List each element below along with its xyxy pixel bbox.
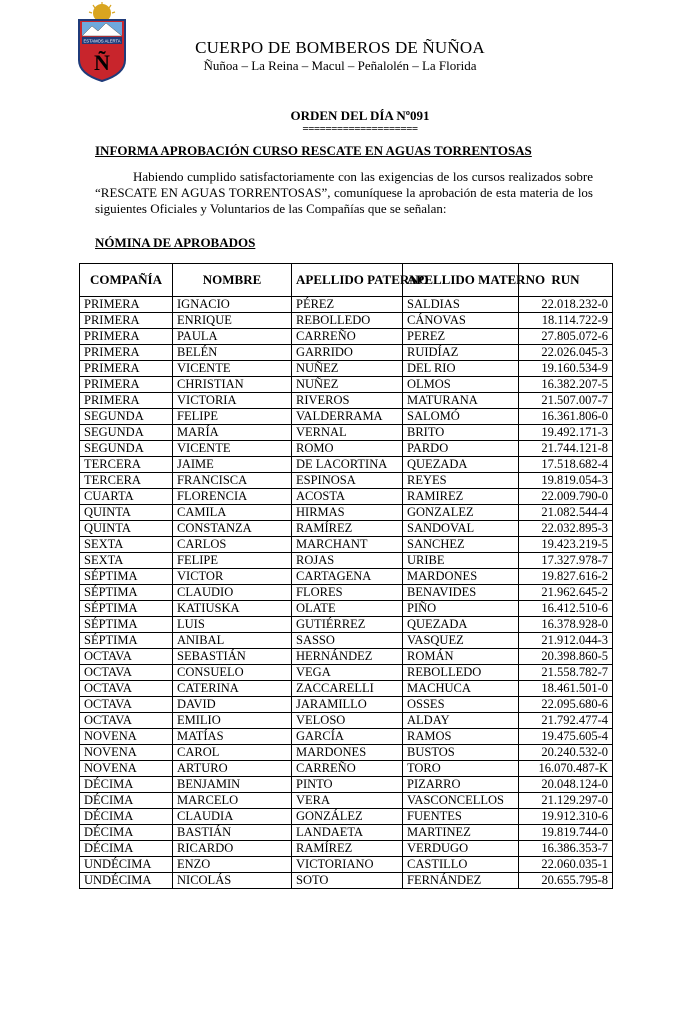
cell-company: SEGUNDA [80,409,173,425]
cell-maternal-surname: MACHUCA [403,681,519,697]
cell-name: MARCELO [173,793,292,809]
cell-maternal-surname: RAMIREZ [403,489,519,505]
cell-paternal-surname: RAMÍREZ [292,521,403,537]
table-row [80,809,613,825]
cell-paternal-surname: ROJAS [292,553,403,569]
cell-company: SÉPTIMA [80,601,173,617]
cell-maternal-surname: RUIDÍAZ [403,345,519,361]
cell-paternal-surname: MARDONES [292,745,403,761]
cell-maternal-surname: SANCHEZ [403,537,519,553]
cell-paternal-surname: JARAMILLO [292,697,403,713]
table-row [80,505,613,521]
cell-run: 21.558.782-7 [519,665,613,681]
cell-paternal-surname: GUTIÉRREZ [292,617,403,633]
col-header-paternal-surname: APELLIDO PATERNO [292,264,403,297]
cell-paternal-surname: NUÑEZ [292,361,403,377]
cell-maternal-surname: PEREZ [403,329,519,345]
cell-maternal-surname: FUENTES [403,809,519,825]
col-header-name: NOMBRE [173,264,292,297]
table-row [80,649,613,665]
cell-run: 22.026.045-3 [519,345,613,361]
cell-name: CATERINA [173,681,292,697]
cell-paternal-surname: VELOSO [292,713,403,729]
cell-name: BELÉN [173,345,292,361]
cell-name: SEBASTIÁN [173,649,292,665]
cell-company: SEXTA [80,537,173,553]
cell-company: CUARTA [80,489,173,505]
cell-name: BASTIÁN [173,825,292,841]
cell-paternal-surname: PÉREZ [292,297,403,313]
cell-name: VICENTE [173,441,292,457]
table-row [80,585,613,601]
table-row [80,345,613,361]
cell-run: 16.378.928-0 [519,617,613,633]
cell-maternal-surname: RAMOS [403,729,519,745]
cell-company: PRIMERA [80,297,173,313]
cell-maternal-surname: PIZARRO [403,777,519,793]
cell-paternal-surname: HERNÁNDEZ [292,649,403,665]
cell-maternal-surname: BRITO [403,425,519,441]
institution-communes: Ñuñoa – La Reina – Macul – Peñalolén – La Florida [203,58,477,73]
cell-company: SÉPTIMA [80,585,173,601]
cell-paternal-surname: GONZÁLEZ [292,809,403,825]
table-row [80,393,613,409]
cell-paternal-surname: SOTO [292,873,403,889]
table-row [80,409,613,425]
table-row [80,297,613,313]
cell-paternal-surname: FLORES [292,585,403,601]
cell-run: 16.361.806-0 [519,409,613,425]
cell-run: 27.805.072-6 [519,329,613,345]
cell-run: 17.518.682-4 [519,457,613,473]
cell-company: QUINTA [80,521,173,537]
cell-company: PRIMERA [80,329,173,345]
cell-paternal-surname: MARCHANT [292,537,403,553]
cell-maternal-surname: OSSES [403,697,519,713]
cell-company: OCTAVA [80,649,173,665]
cell-company: DÉCIMA [80,825,173,841]
cell-maternal-surname: DEL RIO [403,361,519,377]
cell-name: MARÍA [173,425,292,441]
cell-paternal-surname: VICTORIANO [292,857,403,873]
table-row [80,569,613,585]
table-row [80,729,613,745]
table-row [80,665,613,681]
cell-paternal-surname: CARTAGENA [292,569,403,585]
cell-maternal-surname: BENAVIDES [403,585,519,601]
table-row [80,681,613,697]
cell-name: ARTURO [173,761,292,777]
cell-name: NICOLÁS [173,873,292,889]
cell-paternal-surname: CARREÑO [292,329,403,345]
table-row [80,857,613,873]
table-row [80,873,613,889]
table-row [80,713,613,729]
cell-maternal-surname: VASCONCELLOS [403,793,519,809]
table-header-row [80,264,613,297]
cell-maternal-surname: URIBE [403,553,519,569]
cell-name: CONSUELO [173,665,292,681]
cell-name: VICTORIA [173,393,292,409]
cell-run: 21.792.477-4 [519,713,613,729]
cell-name: RICARDO [173,841,292,857]
cell-company: SEGUNDA [80,425,173,441]
approved-roster-table [79,263,613,889]
cell-run: 20.240.532-0 [519,745,613,761]
cell-maternal-surname: MATURANA [403,393,519,409]
cell-run: 19.423.219-5 [519,537,613,553]
cell-run: 16.412.510-6 [519,601,613,617]
cell-paternal-surname: VERA [292,793,403,809]
crest-motto: ESTAMOS ALERTA [83,38,121,44]
cell-paternal-surname: VEGA [292,665,403,681]
cell-run: 19.475.605-4 [519,729,613,745]
col-header-maternal-surname: APELLIDO MATERNO [403,264,519,297]
cell-paternal-surname: GARRIDO [292,345,403,361]
cell-paternal-surname: VERNAL [292,425,403,441]
crest-letter: Ñ [94,50,110,75]
cell-company: OCTAVA [80,697,173,713]
cell-company: NOVENA [80,745,173,761]
order-title-rule: ==================== [302,123,418,135]
cell-company: SEXTA [80,553,173,569]
cell-company: OCTAVA [80,681,173,697]
table-row [80,793,613,809]
cell-name: VICTOR [173,569,292,585]
cell-name: FELIPE [173,409,292,425]
cell-run: 21.082.544-4 [519,505,613,521]
cell-run: 17.327.978-7 [519,553,613,569]
cell-paternal-surname: REBOLLEDO [292,313,403,329]
cell-maternal-surname: CASTILLO [403,857,519,873]
cell-company: DÉCIMA [80,809,173,825]
cell-company: NOVENA [80,761,173,777]
table-row [80,457,613,473]
cell-maternal-surname: TORO [403,761,519,777]
cell-name: FRANCISCA [173,473,292,489]
table-row [80,777,613,793]
cell-company: PRIMERA [80,313,173,329]
cell-maternal-surname: SALOMÓ [403,409,519,425]
fire-department-crest-icon [76,2,128,82]
cell-name: CAROL [173,745,292,761]
cell-company: TERCERA [80,457,173,473]
table-row [80,825,613,841]
cell-company: PRIMERA [80,377,173,393]
table-row [80,601,613,617]
cell-name: PAULA [173,329,292,345]
cell-run: 22.009.790-0 [519,489,613,505]
cell-maternal-surname: ALDAY [403,713,519,729]
cell-company: PRIMERA [80,361,173,377]
cell-run: 21.744.121-8 [519,441,613,457]
table-row [80,313,613,329]
cell-maternal-surname: PARDO [403,441,519,457]
cell-run: 22.060.035-1 [519,857,613,873]
approved-list-heading: NÓMINA DE APROBADOS [95,235,256,250]
cell-company: DÉCIMA [80,841,173,857]
cell-company: SEGUNDA [80,441,173,457]
cell-name: LUIS [173,617,292,633]
cell-paternal-surname: LANDAETA [292,825,403,841]
cell-paternal-surname: ZACCARELLI [292,681,403,697]
cell-maternal-surname: SANDOVAL [403,521,519,537]
cell-maternal-surname: FERNÁNDEZ [403,873,519,889]
cell-run: 21.507.007-7 [519,393,613,409]
order-subject: INFORMA APROBACIÓN CURSO RESCATE EN AGUAS TORRENTOSAS [95,143,532,158]
col-header-run: RUN [519,264,613,297]
cell-name: CARLOS [173,537,292,553]
table-row [80,553,613,569]
cell-name: DAVID [173,697,292,713]
table-row [80,473,613,489]
cell-run: 16.382.207-5 [519,377,613,393]
col-header-company: COMPAÑÍA [80,264,173,297]
cell-name: EMILIO [173,713,292,729]
cell-name: IGNACIO [173,297,292,313]
cell-maternal-surname: SALDIAS [403,297,519,313]
cell-name: CLAUDIA [173,809,292,825]
cell-paternal-surname: HIRMAS [292,505,403,521]
cell-paternal-surname: PINTO [292,777,403,793]
cell-paternal-surname: GARCÍA [292,729,403,745]
cell-paternal-surname: RIVEROS [292,393,403,409]
cell-run: 22.095.680-6 [519,697,613,713]
cell-company: OCTAVA [80,713,173,729]
cell-paternal-surname: SASSO [292,633,403,649]
cell-paternal-surname: CARREÑO [292,761,403,777]
table-row [80,441,613,457]
cell-company: NOVENA [80,729,173,745]
cell-company: SÉPTIMA [80,569,173,585]
cell-run: 18.114.722-9 [519,313,613,329]
cell-paternal-surname: OLATE [292,601,403,617]
table-row [80,633,613,649]
intro-paragraph: Habiendo cumplido satisfactoriamente con las exigencias de los cursos realizados sobre “RESCATE EN AGUAS TORRENTOSAS”, comuníquese la aprobación de esta materia de los siguientes Oficiales y Voluntarios de las Compañías que se señalan: [95,169,593,216]
cell-maternal-surname: ROMÁN [403,649,519,665]
table-row [80,745,613,761]
cell-company: UNDÉCIMA [80,857,173,873]
cell-paternal-surname: NUÑEZ [292,377,403,393]
roster-body [80,297,613,889]
institution-title: CUERPO DE BOMBEROS DE ÑUÑOA [195,38,485,57]
cell-name: CONSTANZA [173,521,292,537]
cell-name: KATIUSKA [173,601,292,617]
table-row [80,377,613,393]
cell-name: ENRIQUE [173,313,292,329]
cell-company: TERCERA [80,473,173,489]
cell-run: 21.912.044-3 [519,633,613,649]
cell-paternal-surname: ACOSTA [292,489,403,505]
cell-run: 20.398.860-5 [519,649,613,665]
cell-name: CAMILA [173,505,292,521]
cell-paternal-surname: RAMÍREZ [292,841,403,857]
cell-name: FLORENCIA [173,489,292,505]
cell-maternal-surname: PIÑO [403,601,519,617]
cell-run: 21.962.645-2 [519,585,613,601]
cell-maternal-surname: REBOLLEDO [403,665,519,681]
cell-run: 16.070.487-K [519,761,613,777]
cell-run: 19.819.054-3 [519,473,613,489]
cell-name: MATÍAS [173,729,292,745]
cell-company: DÉCIMA [80,793,173,809]
cell-company: SÉPTIMA [80,617,173,633]
cell-maternal-surname: BUSTOS [403,745,519,761]
table-row [80,761,613,777]
cell-maternal-surname: OLMOS [403,377,519,393]
cell-company: PRIMERA [80,393,173,409]
cell-company: UNDÉCIMA [80,873,173,889]
cell-name: BENJAMIN [173,777,292,793]
cell-run: 19.827.616-2 [519,569,613,585]
cell-run: 16.386.353-7 [519,841,613,857]
cell-company: DÉCIMA [80,777,173,793]
cell-run: 22.018.232-0 [519,297,613,313]
cell-run: 19.492.171-3 [519,425,613,441]
cell-run: 18.461.501-0 [519,681,613,697]
cell-company: OCTAVA [80,665,173,681]
cell-maternal-surname: MARDONES [403,569,519,585]
cell-run: 19.819.744-0 [519,825,613,841]
cell-name: CLAUDIO [173,585,292,601]
table-row [80,489,613,505]
cell-maternal-surname: CÁNOVAS [403,313,519,329]
table-row [80,361,613,377]
cell-maternal-surname: MARTINEZ [403,825,519,841]
table-row [80,425,613,441]
cell-paternal-surname: DE LACORTINA [292,457,403,473]
cell-name: FELIPE [173,553,292,569]
cell-name: ENZO [173,857,292,873]
cell-name: JAIME [173,457,292,473]
cell-paternal-surname: ESPINOSA [292,473,403,489]
cell-maternal-surname: REYES [403,473,519,489]
table-row [80,617,613,633]
cell-paternal-surname: VALDERRAMA [292,409,403,425]
table-row [80,697,613,713]
cell-maternal-surname: GONZALEZ [403,505,519,521]
cell-run: 22.032.895-3 [519,521,613,537]
table-row [80,521,613,537]
cell-run: 21.129.297-0 [519,793,613,809]
cell-company: QUINTA [80,505,173,521]
table-row [80,537,613,553]
cell-company: SÉPTIMA [80,633,173,649]
cell-maternal-surname: QUEZADA [403,457,519,473]
cell-maternal-surname: VASQUEZ [403,633,519,649]
cell-company: PRIMERA [80,345,173,361]
cell-paternal-surname: ROMO [292,441,403,457]
table-row [80,841,613,857]
cell-run: 19.912.310-6 [519,809,613,825]
cell-maternal-surname: QUEZADA [403,617,519,633]
cell-run: 20.655.795-8 [519,873,613,889]
cell-name: VICENTE [173,361,292,377]
cell-name: ANIBAL [173,633,292,649]
cell-run: 20.048.124-0 [519,777,613,793]
table-row [80,329,613,345]
cell-run: 19.160.534-9 [519,361,613,377]
cell-name: CHRISTIAN [173,377,292,393]
cell-maternal-surname: VERDUGO [403,841,519,857]
order-title: ORDEN DEL DÍA Nº091 [290,108,430,123]
